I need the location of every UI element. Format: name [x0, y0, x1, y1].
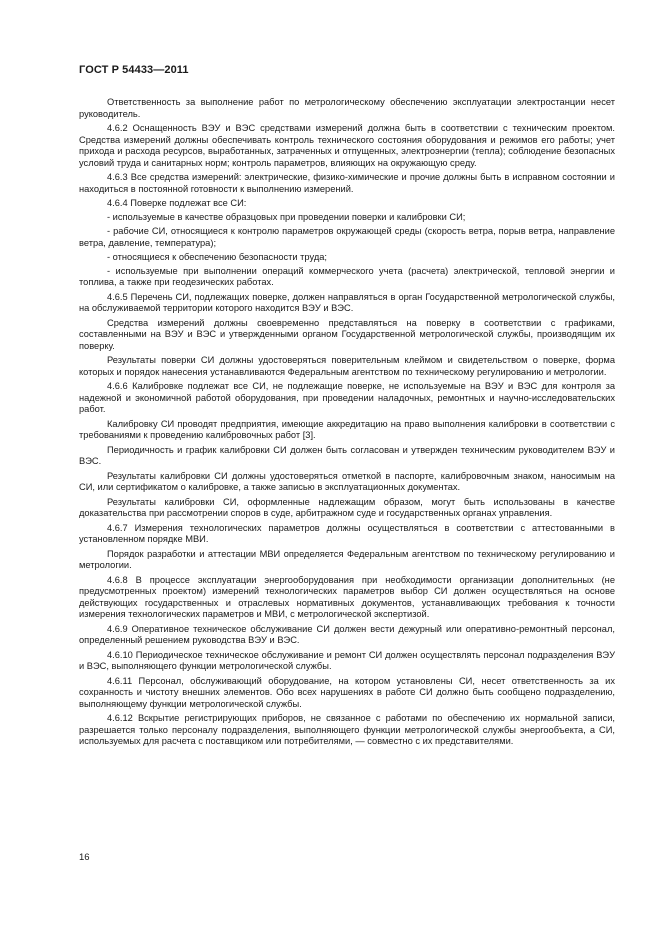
paragraph-responsibility: Ответственность за выполнение работ по метрологическому обеспечению эксплуатации электростанции несет руководитель.: [79, 97, 615, 119]
paragraph-4-6-8: 4.6.8 В процессе эксплуатации энергооборудования при необходимости организации дополнительных (не предусмотренных проектом) измерений технологических параметров выбор СИ должен осуществляться на основе действующих государственных и отраслевых нормативных документов, устанавливающих требования к точности измерения технологических параметров и МВИ, с метрологической экспертизой.: [79, 574, 615, 619]
paragraph-4-6-10: 4.6.10 Периодическое техническое обслуживание и ремонт СИ должен осуществлять персонал подразделения ВЭУ и ВЭС, выполняющего функции метрологической службы.: [79, 649, 615, 671]
page-header-doc-title: ГОСТ Р 54433—2011: [79, 64, 189, 76]
paragraph-4-6-5: 4.6.5 Перечень СИ, подлежащих поверке, должен направляться в орган Государственной метрологической службы, на обслуживаемой территории которого находится ВЭУ и ВЭС.: [79, 291, 615, 313]
paragraph-calibration-providers: Калибровку СИ проводят предприятия, имеющие аккредитацию на право выполнения калибровки в соответствии с требованиями к проведению калибровочных работ [3].: [79, 418, 615, 440]
paragraph-4-6-11: 4.6.11 Персонал, обслуживающий оборудование, на котором установлены СИ, несет ответственность за их сохранность и чистоту внешних элементов. Обо всех нарушениях в работе СИ должно быть сообщено подразделению, выполняющему функции метрологической службы.: [79, 675, 615, 709]
paragraph-4-6-2: 4.6.2 Оснащенность ВЭУ и ВЭС средствами измерений должна быть в соответствии с техническим проектом. Средства измерений должны обеспечивать контроль технического состояния оборудования и режимов его работы; учет прихода и расхода ресурсов, выработанных, затраченных и отпущенных, электроэнергии (тепла); соблюдение безопасных условий труда и санитарных норм; контроль параметров, влияющих на окружающую среду.: [79, 123, 615, 168]
list-item-environment-instruments: - рабочие СИ, относящиеся к контролю параметров окружающей среды (скорость ветра, порыв ветра, направление ветра, давление, температура);: [79, 226, 615, 248]
body-text: [79, 97, 615, 751]
paragraph-4-6-12: 4.6.12 Вскрытие регистрирующих приборов, не связанное с работами по обеспечению их нормальной записи, разрешается только персоналу подразделения, выполняющего функции метрологической службы энергообъекта, а СИ, используемых для расчета с поставщиком или потребителями, — совместно с их представителями.: [79, 713, 615, 746]
paragraph-calibration-evidence: Результаты калибровки СИ, оформленные надлежащим образом, могут быть использованы в качестве доказательства при рассмотрении споров в суде, арбитражном суде и государственных органах управления.: [79, 496, 615, 518]
paragraph-4-6-4: 4.6.4 Поверке подлежат все СИ:: [107, 198, 247, 208]
list-item-commercial-metering: - используемые при выполнении операций коммерческого учета (расчета) электрической, тепловой энергии и топлива, а также при геодезических работах.: [79, 265, 615, 287]
list-item-safety-instruments: - относящиеся к обеспечению безопасности труда;: [107, 251, 328, 262]
paragraph-mvi-procedure: Порядок разработки и аттестации МВИ определяется Федеральным агентством по техническому регулированию и метрологии.: [79, 548, 615, 570]
list-item-reference-instruments: - используемые в качестве образцовых при проведении поверки и калибровки СИ;: [107, 212, 466, 222]
paragraph-4-6-7: 4.6.7 Измерения технологических параметров должны осуществляться в соответствии с аттестованными в установленном порядке МВИ.: [79, 522, 615, 544]
page-number: 16: [79, 852, 90, 863]
paragraph-calibration-results: Результаты калибровки СИ должны удостоверяться отметкой в паспорте, калибровочным знаком, наносимым на СИ, или сертификатом о калибровке, а также записью в эксплуатационных документах.: [79, 470, 615, 492]
paragraph-4-6-3: 4.6.3 Все средства измерений: электрические, физико-химические и прочие должны быть в исправном состоянии и находиться в постоянной готовности к выполнению измерений.: [79, 172, 615, 194]
paragraph-calibration-schedule: Периодичность и график калибровки СИ должен быть согласован и утвержден техническим руководителем ВЭУ и ВЭС.: [79, 444, 615, 466]
paragraph-4-6-6: 4.6.6 Калибровке подлежат все СИ, не подлежащие поверке, не используемые на ВЭУ и ВЭС для контроля за надежной и экономичной работой оборудования, при проведении наладочных, ремонтных и научно-исследовательских работ.: [79, 381, 615, 414]
paragraph-4-6-9: 4.6.9 Оперативное техническое обслуживание СИ должен вести дежурный или оперативно-ремонтный персонал, определенный решением руководства ВЭУ и ВЭС.: [79, 623, 615, 645]
paragraph-verification-results: Результаты поверки СИ должны удостоверяться поверительным клеймом и свидетельством о поверке, форма которых и порядок нанесения устанавливаются Федеральным агентством по техническому регулированию и метрологии.: [79, 355, 615, 377]
paragraph-verification-schedule: Средства измерений должны своевременно представляться на поверку в соответствии с графиками, составленными на ВЭУ и ВЭС и утвержденными органом Государственной метрологической службы, производящим их поверку.: [79, 317, 615, 351]
